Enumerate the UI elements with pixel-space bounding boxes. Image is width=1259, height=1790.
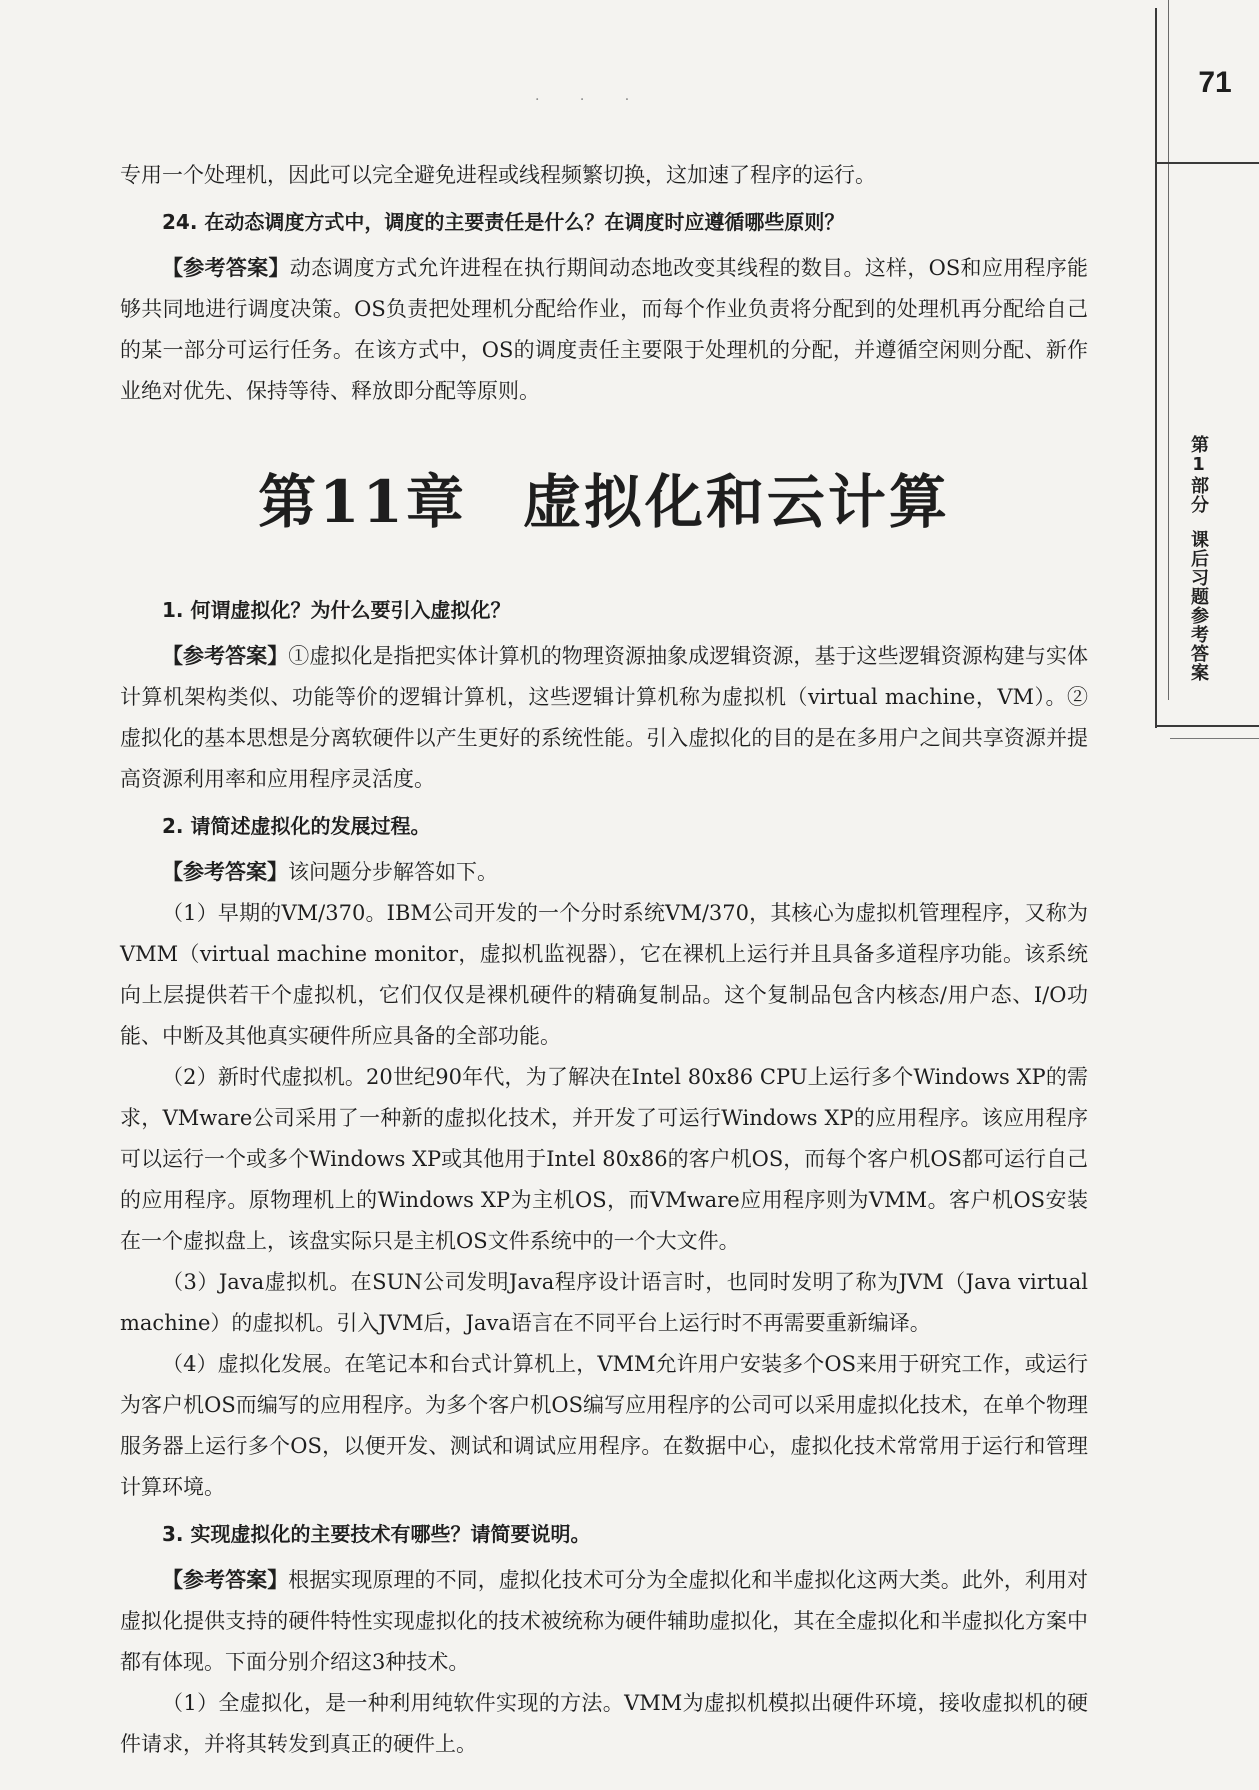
answer-tag: 【参考答案】 <box>162 255 290 280</box>
question-24: 24. 在动态调度方式中，调度的主要责任是什么？在调度时应遵循哪些原则？ <box>162 210 845 234</box>
margin-rule <box>1155 8 1157 728</box>
intro-paragraph: 专用一个处理机，因此可以完全避免进程或线程频繁切换，这加速了程序的运行。 <box>120 163 876 187</box>
answer-2-item-2: （2）新时代虚拟机。20世纪90年代，为了解决在Intel 80x86 CPU上运行多个Windows XP的需求，VMware公司采用了一种新的虚拟化技术，并开发了可运行Windows XP的应用程序。该应用程序可以运行一个或多个Windows XP或其他用于Intel 80x86的客户机OS，而每个客户机OS都可运行自己的应用程序。原物理机上的Windows XP为主机OS，而VMware应用程序则为VMM。客户机OS安装在一个虚拟盘上，该盘实际只是主机OS文件系统中的一个大文件。 <box>120 1065 1088 1253</box>
chapter-name: 虚拟化和云计算 <box>522 468 950 536</box>
answer-tag: 【参考答案】 <box>162 643 289 668</box>
answer-tag: 【参考答案】 <box>162 859 288 884</box>
page-number: 71 <box>1198 66 1232 99</box>
answer-text: 该问题分步解答如下。 <box>288 860 498 884</box>
question-1: 1. 何谓虚拟化？为什么要引入虚拟化？ <box>162 598 511 622</box>
side-part-label: 第1部分 <box>1188 435 1209 514</box>
margin-rule-inner <box>1168 0 1169 700</box>
answer-1 <box>120 635 1088 800</box>
answer-2-item-3: （3）Java虚拟机。在SUN公司发明Java程序设计语言时，也同时发明了称为JVM（Java virtual machine）的虚拟机。引入JVM后，Java语言在不同平台上运行时不再需要重新编译。 <box>120 1270 1088 1335</box>
answer-2-item-4: （4）虚拟化发展。在笔记本和台式计算机上，VMM允许用户安装多个OS来用于研究工作，或运行为客户机OS而编写的应用程序。为多个客户机OS编写应用程序的公司可以采用虚拟化技术，在单个物理服务器上运行多个OS，以便开发、测试和调试应用程序。在数据中心，虚拟化技术常常用于运行和管理计算环境。 <box>120 1352 1088 1499</box>
answer-text: 根据实现原理的不同，虚拟化技术可分为全虚拟化和半虚拟化这两大类。此外，利用对虚拟化提供支持的硬件特性实现虚拟化的技术被统称为硬件辅助虚拟化，其在全虚拟化和半虚拟化方案中都有体现。下面分别介绍这3种技术。 <box>120 1568 1088 1674</box>
margin-tab-bottom-line <box>1157 725 1259 727</box>
chapter-number: 第11章 <box>258 468 467 536</box>
question-3: 3. 实现虚拟化的主要技术有哪些？请简要说明。 <box>162 1522 591 1546</box>
answer-2 <box>120 851 1088 893</box>
answer-24 <box>120 247 1088 412</box>
margin-tab-top-line <box>1157 162 1259 164</box>
side-title-label: 课后习题参考答案 <box>1188 530 1209 682</box>
answer-tag: 【参考答案】 <box>162 1567 289 1592</box>
side-section-label <box>1183 435 1213 682</box>
margin-tab-bottom-line-2 <box>1170 738 1259 739</box>
header-mark: · · · <box>535 92 648 108</box>
answer-3 <box>120 1559 1088 1683</box>
answer-text: ①虚拟化是指把实体计算机的物理资源抽象成逻辑资源，基于这些逻辑资源构建与实体计算机架构类似、功能等价的逻辑计算机，这些逻辑计算机称为虚拟机（virtual machine，VM）。②虚拟化的基本思想是分离软硬件以产生更好的系统性能。引入虚拟化的目的是在多用户之间共享资源并提高资源利用率和应用程序灵活度。 <box>120 644 1088 791</box>
answer-text: 动态调度方式允许进程在执行期间动态地改变其线程的数目。这样，OS和应用程序能够共同地进行调度决策。OS负责把处理机分配给作业，而每个作业负责将分配到的处理机再分配给自己的某一部分可运行任务。在该方式中，OS的调度责任主要限于处理机的分配，并遵循空闲则分配、新作业绝对优先、保持等待、释放即分配等原则。 <box>120 256 1089 403</box>
chapter-title <box>120 462 1088 542</box>
answer-3-item-1: （1）全虚拟化，是一种利用纯软件实现的方法。VMM为虚拟机模拟出硬件环境，接收虚拟机的硬件请求，并将其转发到真正的硬件上。 <box>120 1691 1088 1756</box>
answer-2-item-1: （1）早期的VM/370。IBM公司开发的一个分时系统VM/370，其核心为虚拟机管理程序，又称为VMM（virtual machine monitor，虚拟机监视器），它在裸机上运行并且具备多道程序功能。该系统向上层提供若干个虚拟机，它们仅仅是裸机硬件的精确复制品。这个复制品包含内核态/用户态、I/O功能、中断及其他真实硬件所应具备的全部功能。 <box>120 901 1088 1048</box>
page-content <box>120 155 1088 1765</box>
question-2: 2. 请简述虚拟化的发展过程。 <box>162 814 431 838</box>
